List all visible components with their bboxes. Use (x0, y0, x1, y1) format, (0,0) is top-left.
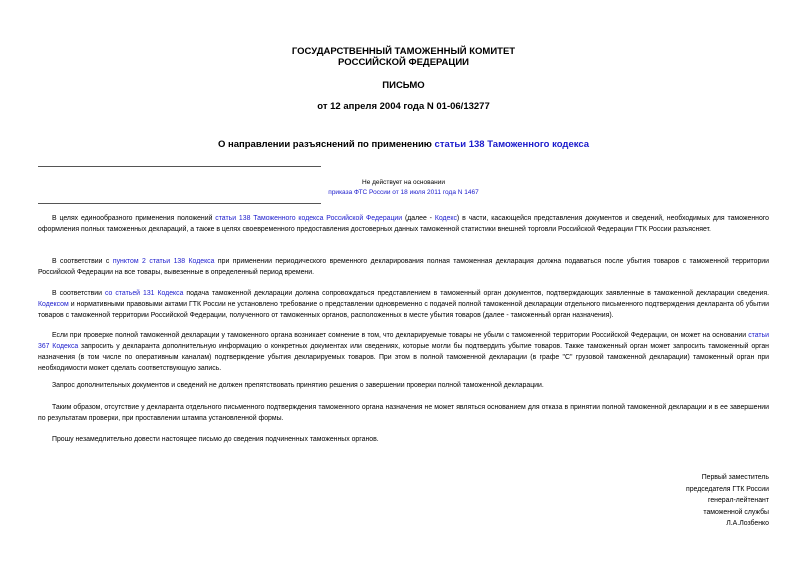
title-text: О направлении разъяснений по применению (217, 139, 435, 150)
p2-text-after: при применении периодического временного декларирования полная таможенная декларация должна подаваться после убытия товаров с таможенной территории Российской Федерации на все товары, вывезенные в определенный период времени. (38, 258, 769, 276)
signature-name: Л.А.Лозбенко (726, 520, 769, 527)
p3-text-before: В соответствии (52, 290, 106, 297)
paragraph-6: Таким образом, отсутствие у декларанта отдельного письменного подтверждения таможенного органа назначения не может являться основанием для отказа в принятии полной таможенной декларации и в ее завершении по результатам проверки, при проставлении штампа установленной формы. (38, 404, 769, 422)
signature-line-4: таможенной службы (703, 508, 769, 516)
p1-link-article-138[interactable]: статьи 138 Таможенного кодекса Российской Федерации (215, 215, 403, 222)
paragraph-7: Прошу незамедлительно довести настоящее письмо до сведения подчиненных таможенных органов. (52, 436, 379, 443)
p3-link-codex[interactable]: Кодексом (38, 301, 69, 308)
title-link[interactable]: статьи 138 Таможенного кодекса (434, 139, 590, 150)
p3-text-mid: подача таможенной декларации должна сопровождаться представлением в таможенный орган документов, подтверждающих заявленные в таможенной декларации сведения. (183, 290, 770, 297)
signature-line-2: председателя ГТК России (685, 485, 769, 493)
p1-text-after: ) в части, касающейся представления документов и сведений, необходимых для таможенного оформления полных таможенных деклараций, а также в целях своевременного предоставления достоверных данных таможенной статистики внешней торговли Российской Федерации ГТК России разъясняет. (38, 215, 769, 233)
document-date-number: от 12 апреля 2004 года N 01-06/13277 (317, 101, 490, 112)
paragraph-4 (38, 330, 769, 374)
p4-text-after: запросить у декларанта дополнительную информацию о конкретных документах или сведениях, которые могли бы подтвердить убытие товаров. Также таможенный орган может запросить таможенный орган назначения (в том числе по оперативным каналам) подтверждение убытия декларируемых товаров. При этом в полной таможенной декларации (в графе "С" грузовой таможенной декларации) таможенный орган при необходимости может сделать соответствующую запись. (38, 343, 769, 372)
org-name-line2: РОССИЙСКОЙ ФЕДЕРАЦИИ (337, 57, 469, 68)
signature-line-1: Первый заместитель (701, 474, 769, 481)
p4-link-article-367[interactable]: статьи 367 Кодекса (38, 332, 769, 350)
document-type: ПИСЬМО (382, 80, 425, 91)
status-note-line1: Не действует на основании (362, 179, 445, 186)
org-name-line1: ГОСУДАРСТВЕННЫЙ ТАМОЖЕННЫЙ КОМИТЕТ (291, 46, 516, 57)
p4-text-before: Если при проверке полной таможенной декларации у таможенного органа возникает сомнение в том, что декларируемые товары не убыли с таможенной территории Российской Федерации, он может на основании (52, 332, 749, 339)
paragraph-2 (38, 256, 769, 278)
p3-text-after: и нормативными правовыми актами ГТК России не установлено требование о представлении одновременно с подачей полной таможенной декларации отдельного письменного подтверждения декларанта об убытии товаров с таможенной территории Российской Федерации, полученного от таможенных органов, расположенных в месте убытия товаров (далее - таможенный орган назначения). (38, 301, 769, 319)
signature-line-3: генерал-лейтенант (707, 497, 769, 504)
divider-bottom (38, 203, 321, 204)
divider-top (38, 166, 321, 167)
p1-text-before: В целях единообразного применения положений (52, 215, 216, 222)
paragraph-5: Запрос дополнительных документов и сведений не должен препятствовать принятию решения о завершении проверки полной таможенной декларации. (52, 382, 544, 389)
document-title (0, 139, 807, 150)
signature-block (569, 472, 769, 530)
p1-link-codex[interactable]: Кодекс (434, 215, 457, 222)
p3-link-article-131[interactable]: со статьей 131 Кодекса (105, 290, 184, 297)
p1-text-mid: (далее - (402, 215, 435, 222)
paragraph-1 (38, 213, 769, 235)
status-note-link[interactable]: приказа ФТС России от 18 июля 2011 года N 1467 (328, 189, 479, 196)
p2-text-before: В соответствии с (52, 258, 113, 265)
paragraph-3 (38, 288, 769, 321)
p2-link-point-2-article-138[interactable]: пунктом 2 статьи 138 Кодекса (112, 258, 215, 265)
